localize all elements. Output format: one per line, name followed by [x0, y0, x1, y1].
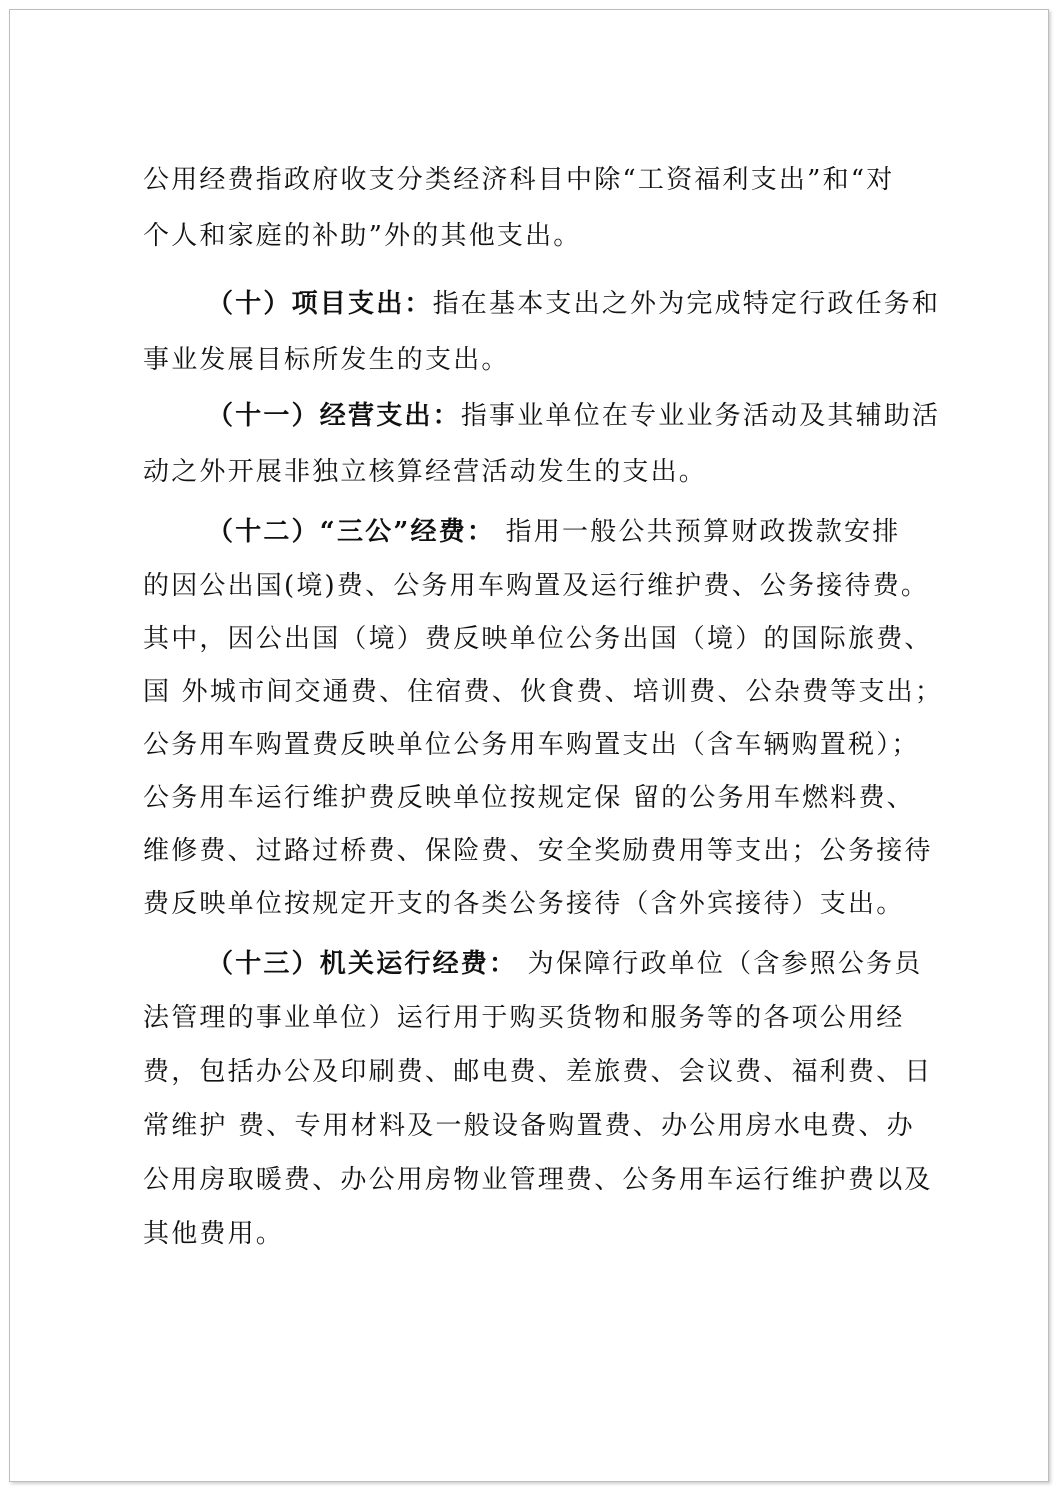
text-line: 的因公出国(境)费、公务用车购置及运行维护费、公务接待费。 — [143, 571, 930, 601]
text-line: 公务用车购置费反映单位公务用车购置支出（含车辆购置税）； — [143, 730, 920, 760]
section-12-heading: （十二）“三公”经费： — [207, 517, 496, 547]
text-line: 动之外开展非独立核算经营活动发生的支出。 — [143, 457, 708, 487]
text-line: 其他费用。 — [143, 1219, 285, 1249]
section-10-line — [207, 284, 940, 324]
text-line: 公用经费指政府收支分类经济科目中除“工资福利支出”和“对 — [143, 165, 895, 195]
text-line: 国 外城市间交通费、住宿费、伙食费、培训费、公杂费等支出； — [143, 677, 944, 707]
text-line: 个人和家庭的补助”外的其他支出。 — [143, 221, 582, 251]
text-line: 费反映单位按规定开支的各类公务接待（含外宾接待）支出。 — [143, 889, 905, 919]
section-11-text: 指事业单位在专业业务活动及其辅助活 — [460, 401, 941, 431]
section-13-heading: （十三）机关运行经费： — [207, 949, 518, 979]
section-10-text: 指在基本支出之外为完成特定行政任务和 — [432, 289, 941, 319]
section-10-heading: （十）项目支出： — [207, 289, 433, 319]
text-line: 维修费、过路过桥费、保险费、安全奖励费用等支出；公务接待 — [143, 836, 933, 866]
text-line: 法管理的事业单位）运行用于购买货物和服务等的各项公用经 — [143, 1003, 905, 1033]
section-12-text: 指用一般公共预算财政拨款安排 — [495, 517, 901, 547]
text-line: 费，包括办公及印刷费、邮电费、差旅费、会议费、福利费、日 — [143, 1057, 933, 1087]
section-11-heading: （十一）经营支出： — [207, 401, 461, 431]
text-line: 其中，因公出国（境）费反映单位公务出国（境）的国际旅费、 — [143, 624, 933, 654]
text-line: 公务用车运行维护费反映单位按规定保 留的公务用车燃料费、 — [143, 783, 915, 813]
section-13-line — [207, 944, 922, 984]
section-13-text: 为保障行政单位（含参照公务员 — [517, 949, 923, 979]
section-12-line — [207, 512, 900, 552]
text-line: 公用房取暖费、办公用房物业管理费、公务用车运行维护费以及 — [143, 1165, 933, 1195]
section-11-line — [207, 396, 940, 436]
text-line: 事业发展目标所发生的支出。 — [143, 345, 510, 375]
text-line: 常维护 费、专用材料及一般设备购置费、办公用房水电费、办 — [143, 1111, 915, 1141]
